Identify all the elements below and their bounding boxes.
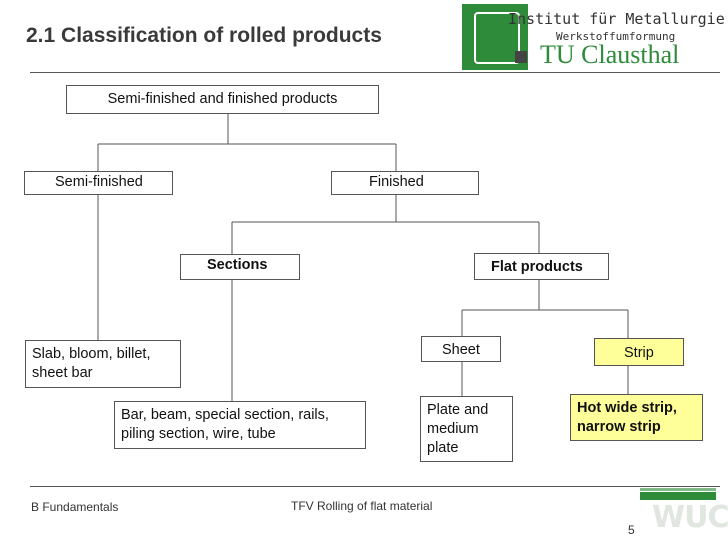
node-sheet: Sheet	[421, 336, 501, 362]
node-hot-wide-strip: Hot wide strip, narrow strip	[570, 394, 703, 441]
footer-divider	[30, 486, 720, 487]
page-number: 5	[628, 523, 635, 537]
node-slab-bloom-billet: Slab, bloom, billet, sheet bar	[25, 340, 181, 388]
university-name: TU Clausthal	[540, 40, 680, 69]
institute-name: Institut für Metallurgie	[508, 10, 725, 28]
node-plate: Plate and medium plate	[420, 396, 513, 462]
node-root: Semi-finished and finished products	[66, 85, 379, 114]
institute-department: Werkstoffumformung	[556, 30, 676, 43]
node-flat-products: Flat products	[474, 253, 609, 280]
node-strip: Strip	[594, 338, 684, 366]
node-bar-beam-sections: Bar, beam, special section, rails, piling section, wire, tube	[114, 401, 366, 449]
wuc-logo-bar	[640, 492, 716, 500]
page-title: 2.1 Classification of rolled products	[26, 24, 382, 47]
wuc-logo: WUC	[652, 500, 728, 535]
wuc-logo-stripe	[640, 488, 716, 491]
node-finished: Finished	[331, 171, 479, 195]
footer-section: B Fundamentals	[31, 500, 119, 514]
footer-course: TFV Rolling of flat material	[291, 499, 433, 513]
node-sections: Sections	[180, 254, 300, 280]
node-semi-finished: Semi-finished	[24, 171, 173, 195]
